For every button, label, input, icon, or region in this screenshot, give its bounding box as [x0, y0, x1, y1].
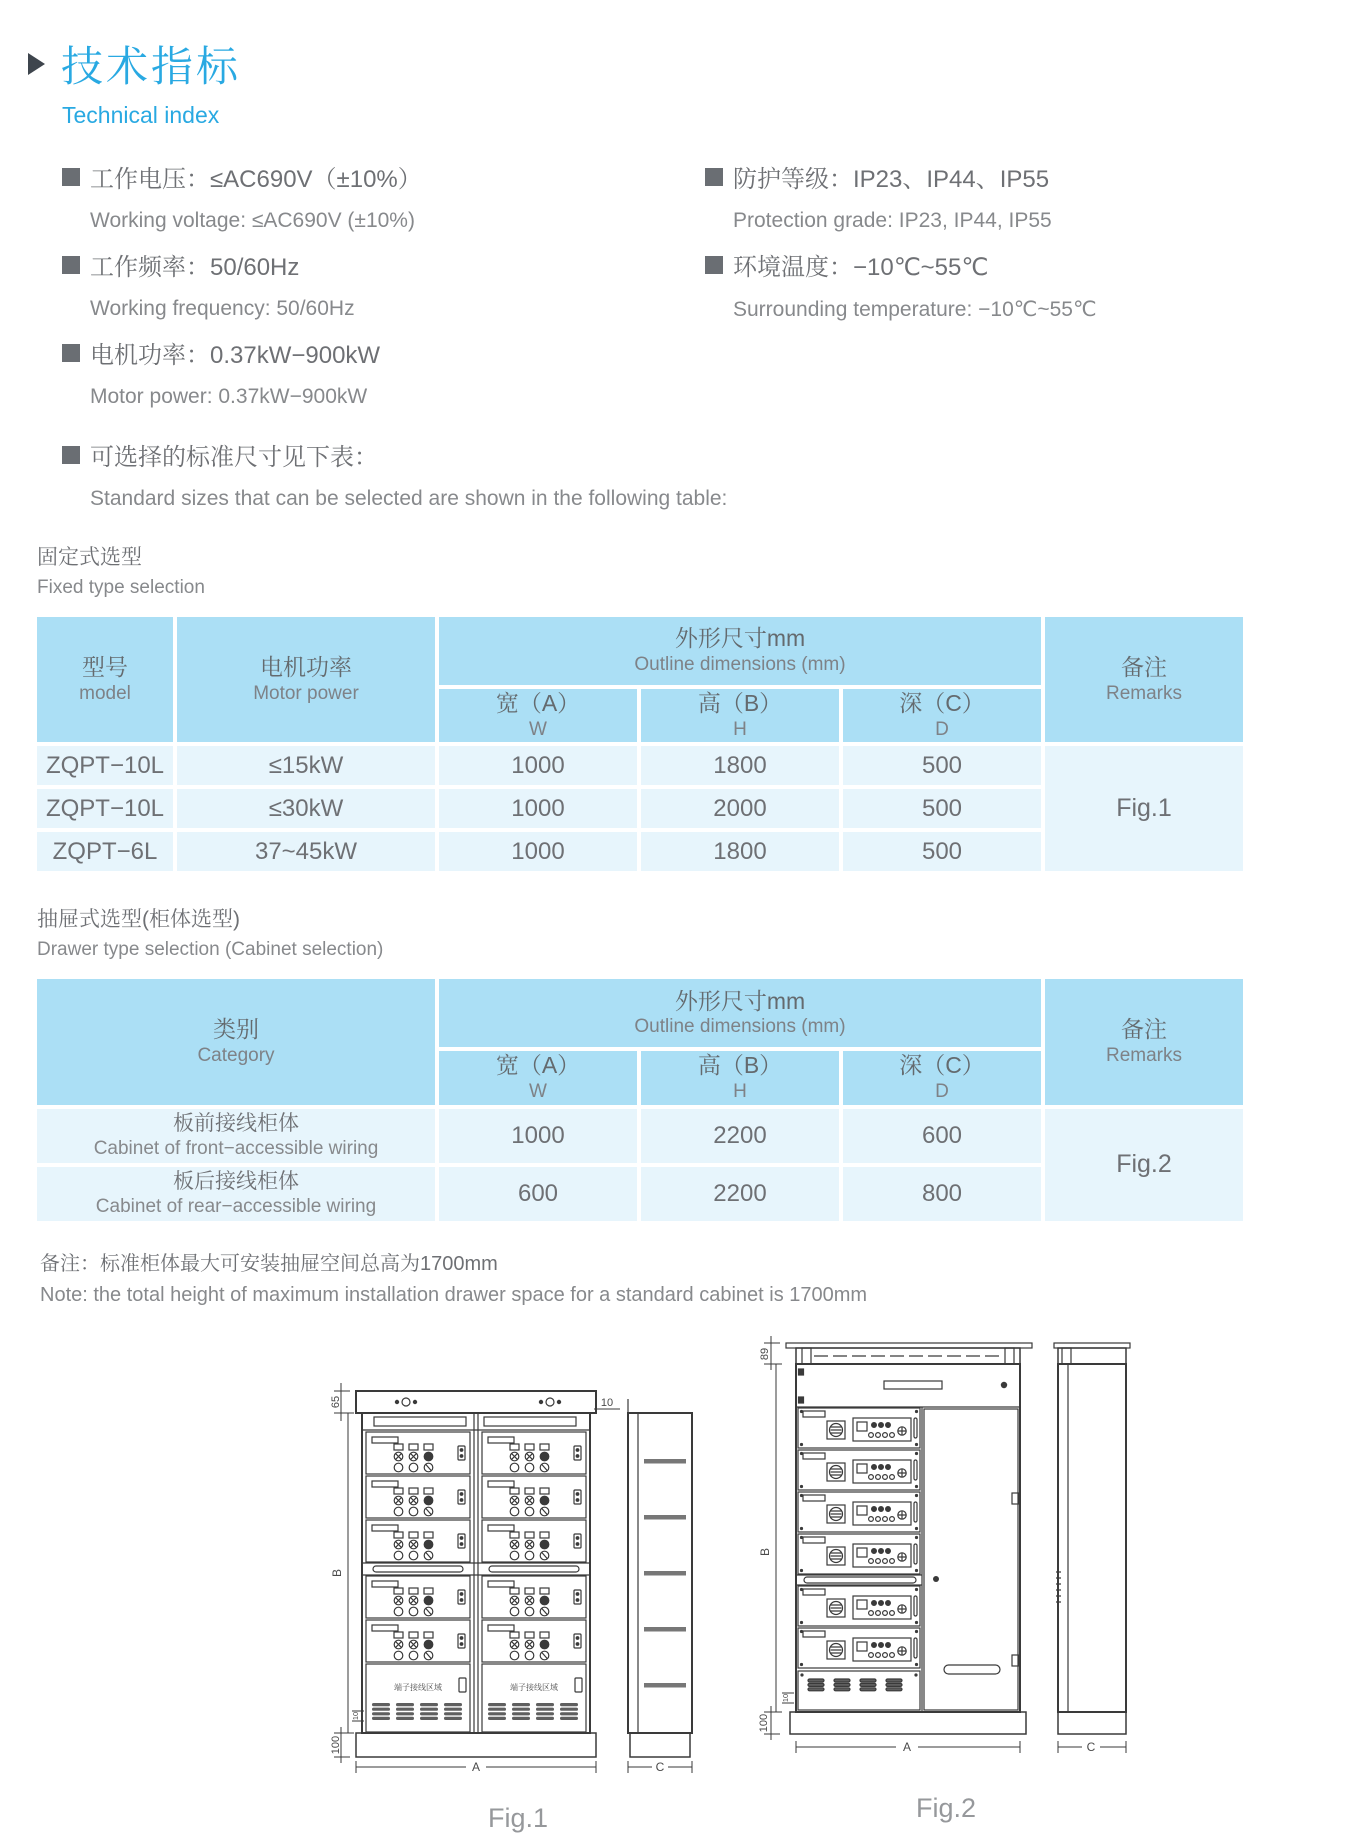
cell-width: 1000: [437, 830, 639, 873]
header-height: 高（B） H: [639, 687, 841, 744]
dim-base-gap: 10: [781, 1693, 790, 1703]
spec-cn-text: 环境温度：−10℃~55℃: [733, 254, 989, 281]
drawer-type-table: [35, 977, 1245, 1222]
note-cn: 备注：标准柜体最大可安装抽屉空间总高为1700mm: [40, 1252, 498, 1275]
terminal-area-label: 端子接线区域: [394, 1682, 442, 1692]
dim-base-height: 100: [330, 1735, 342, 1755]
square-bullet-icon: [62, 446, 80, 464]
header-width: 宽（A） W: [437, 687, 639, 744]
spec-cn-text: 防护等级：IP23、IP44、IP55: [733, 166, 1050, 193]
figures-row: [328, 1327, 1357, 1834]
spec-item-sizes-note: [62, 437, 1357, 511]
fig1-drawing: [328, 1363, 708, 1799]
header-outline-dimensions: 外形尺寸mm Outline dimensions (mm): [437, 977, 1043, 1049]
header-outline-dimensions: 外形尺寸mm Outline dimensions (mm): [437, 615, 1043, 687]
cell-width: 1000: [437, 744, 639, 787]
drawer-section-title-cn: 抽屉式选型(柜体选型): [37, 908, 240, 932]
cell-height: 2000: [639, 787, 841, 830]
fig2-side-view: [1054, 1343, 1130, 1734]
cell-height: 2200: [639, 1107, 841, 1165]
square-bullet-icon: [62, 168, 80, 186]
spec-item-voltage: [62, 159, 705, 233]
cell-depth: 500: [841, 744, 1043, 787]
header-depth: 深（C） D: [841, 687, 1043, 744]
drawer-section-title-en: Drawer type selection (Cabinet selection): [37, 939, 384, 961]
dim-body-height: B: [758, 1547, 772, 1556]
cell-depth: 800: [841, 1165, 1043, 1223]
table-row: [35, 744, 1245, 787]
spec-list-right: [705, 159, 1357, 423]
cell-width: 1000: [437, 787, 639, 830]
fig1-caption: Fig.1: [487, 1802, 549, 1833]
spec-en-text: Working voltage: ≤AC690V (±10%): [90, 209, 415, 232]
table-row: [35, 1107, 1245, 1165]
dim-top-gap: 10: [600, 1396, 614, 1409]
cell-width: 600: [437, 1165, 639, 1223]
cell-model: ZQPT−10L: [35, 744, 175, 787]
cell-model: ZQPT−6L: [35, 830, 175, 873]
spec-en-text: Surrounding temperature: −10℃~55℃: [733, 298, 1097, 321]
dim-width: A: [471, 1759, 481, 1774]
header-remarks: 备注 Remarks: [1043, 615, 1245, 744]
figure-2: [756, 1327, 1136, 1824]
fixed-section-title-en: Fixed type selection: [37, 577, 205, 598]
spec-en-text: Standard sizes that can be selected are shown in the following table:: [90, 487, 728, 510]
header-depth: 深（C） D: [841, 1049, 1043, 1106]
header-height: 高（B） H: [639, 1049, 841, 1106]
header-category: 类别 Category: [35, 977, 437, 1106]
cell-depth: 500: [841, 830, 1043, 873]
fig2-front-view: [786, 1343, 1032, 1734]
cell-remarks: Fig.1: [1043, 744, 1245, 873]
dim-depth: C: [655, 1759, 665, 1774]
dim-cap-height: 65: [330, 1395, 342, 1408]
dim-width: A: [902, 1739, 912, 1754]
catalog-page: [0, 34, 1357, 1833]
spec-item-motor-power: [62, 335, 705, 409]
terminal-area-label: 端子接线区域: [510, 1682, 558, 1692]
cell-height: 2200: [639, 1165, 841, 1223]
spec-en-text: Protection grade: IP23, IP44, IP55: [733, 209, 1052, 232]
fixed-section-title-cn: 固定式选型: [37, 546, 142, 569]
cell-category: 板前接线柜体 Cabinet of front−accessible wiring: [35, 1107, 437, 1165]
header-motor-power: 电机功率 Motor power: [175, 615, 437, 744]
cell-depth: 600: [841, 1107, 1043, 1165]
header-model: 型号 model: [35, 615, 175, 744]
spec-item-protection: [705, 159, 1357, 233]
cell-power: 37~45kW: [175, 830, 437, 873]
dim-base-gap: 10: [351, 1711, 360, 1721]
fig1-side-view: [628, 1399, 692, 1757]
dim-base-height: 100: [758, 1713, 770, 1733]
cell-remarks: Fig.2: [1043, 1107, 1245, 1223]
spec-list-left: [62, 159, 705, 423]
dim-body-height: B: [330, 1568, 344, 1577]
spec-cn-text: 工作电压：≤AC690V（±10%）: [90, 166, 422, 193]
cell-power: ≤15kW: [175, 744, 437, 787]
square-bullet-icon: [62, 344, 80, 362]
header-width: 宽（A） W: [437, 1049, 639, 1106]
cell-category: 板后接线柜体 Cabinet of rear−accessible wiring: [35, 1165, 437, 1223]
spec-item-temperature: [705, 247, 1357, 322]
spec-cn-text: 工作频率：50/60Hz: [90, 254, 300, 281]
spec-en-text: Motor power: 0.37kW−900kW: [90, 385, 368, 408]
note-en: Note: the total height of maximum installation drawer space for a standard cabinet is 1700mm: [40, 1283, 868, 1306]
dim-cap-height: 89: [759, 1347, 771, 1360]
figure-1: [328, 1363, 708, 1834]
spec-list: [62, 159, 1357, 423]
fig1-front-view: [356, 1391, 596, 1757]
page-title-en: Technical index: [62, 102, 220, 128]
right-triangle-icon: [28, 53, 45, 75]
fixed-type-table: [35, 615, 1245, 873]
spec-cn-text: 电机功率：0.37kW−900kW: [90, 342, 381, 369]
header-remarks: 备注 Remarks: [1043, 977, 1245, 1106]
cell-depth: 500: [841, 787, 1043, 830]
page-title-cn: 技术指标: [61, 43, 242, 90]
square-bullet-icon: [705, 168, 723, 186]
spec-cn-text: 可选择的标准尺寸见下表：: [90, 444, 378, 471]
fig2-drawing: [756, 1327, 1136, 1789]
cell-model: ZQPT−10L: [35, 787, 175, 830]
square-bullet-icon: [62, 256, 80, 274]
fig2-caption: Fig.2: [915, 1792, 977, 1823]
dim-depth: C: [1086, 1739, 1096, 1754]
square-bullet-icon: [705, 256, 723, 274]
cell-power: ≤30kW: [175, 787, 437, 830]
cell-width: 1000: [437, 1107, 639, 1165]
spec-item-frequency: [62, 247, 705, 321]
spec-en-text: Working frequency: 50/60Hz: [90, 297, 355, 320]
cell-height: 1800: [639, 830, 841, 873]
cell-height: 1800: [639, 744, 841, 787]
page-header: [28, 34, 1357, 94]
